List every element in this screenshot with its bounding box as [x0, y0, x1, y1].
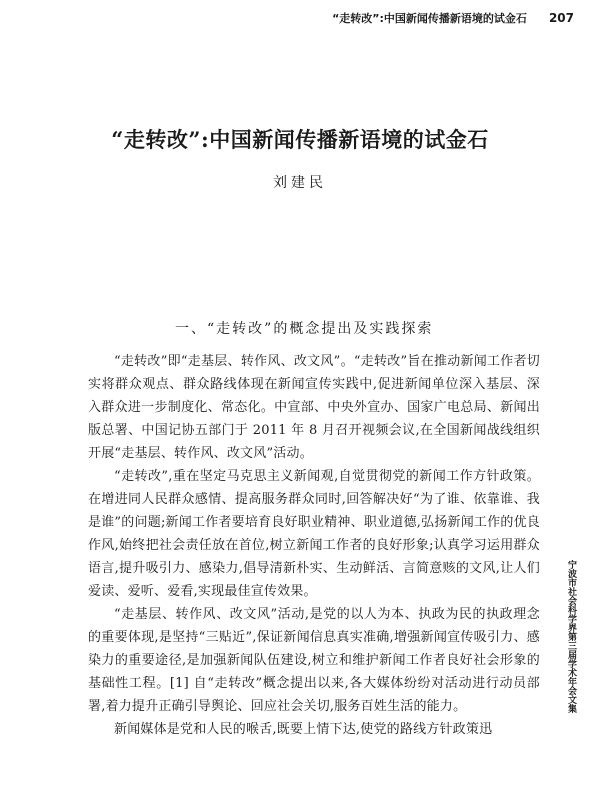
running-header-title: “走转改”:中国新闻传播新语境的试金石: [332, 12, 527, 25]
page-number: 207: [548, 11, 574, 25]
body-paragraph-2: “走转改”,重在坚定马克思主义新闻观,自觉贯彻党的新闻工作方针政策。在增进同人民群众感情、提高服务群众同时,回答解决好“为了谁、依靠谁、我是谁”的问题;新闻工作者要培育良好职业精神、职业道德,弘扬新闻工作的优良作风,始终把社会责任放在首位,树立新闻工作者的良好形象;认真学习运用群众语言,提升吸引力、感染力,倡导清新朴实、生动鲜活、言简意赅的文风,让人们爱读、爱听、爱看,实现最佳宣传效果。: [88, 469, 540, 599]
article-title: “走转改”:中国新闻传播新语境的试金石: [111, 127, 489, 152]
author-name: 刘建民: [273, 175, 327, 191]
running-header: [332, 10, 574, 26]
section-heading: 一、“走转改”的概念提出及实践探索: [175, 321, 434, 337]
article-body: [88, 350, 540, 741]
margin-collection-note: 宁波市社会科学界第三届学术年会文集: [566, 560, 576, 713]
body-paragraph-4: 新闻媒体是党和人民的喉舌,既要上情下达,使党的路线方针政策迅: [114, 722, 493, 737]
body-paragraph-3: “走基层、转作风、改文风”活动,是党的以人为本、执政为民的执政理念的重要体现,是坚持“三贴近”,保证新闻信息真实准确,增强新闻宣传吸引力、感染力的重要途径,是加强新闻队伍建设,树立和维护新闻工作者良好社会形象的基础性工程。[1] 自“走转改”概念提出以来,各大媒体纷纷对活动进行动员部署,着力提升正确引导舆论、回应社会关切,服务百姓生活的能力。: [88, 607, 540, 714]
body-paragraph-1: “走转改”即“走基层、转作风、改文风”。“走转改”旨在推动新闻工作者切实将群众观点、群众路线体现在新闻宣传实践中,促进新闻单位深入基层、深入群众进一步制度化、常态化。中宣部、中央外宣办、国家广电总局、新闻出版总署、中国记协五部门于 2011 年 8 月召开视频会议,在全国新闻战线组织开展“走基层、转作风、改文风”活动。: [88, 354, 540, 461]
